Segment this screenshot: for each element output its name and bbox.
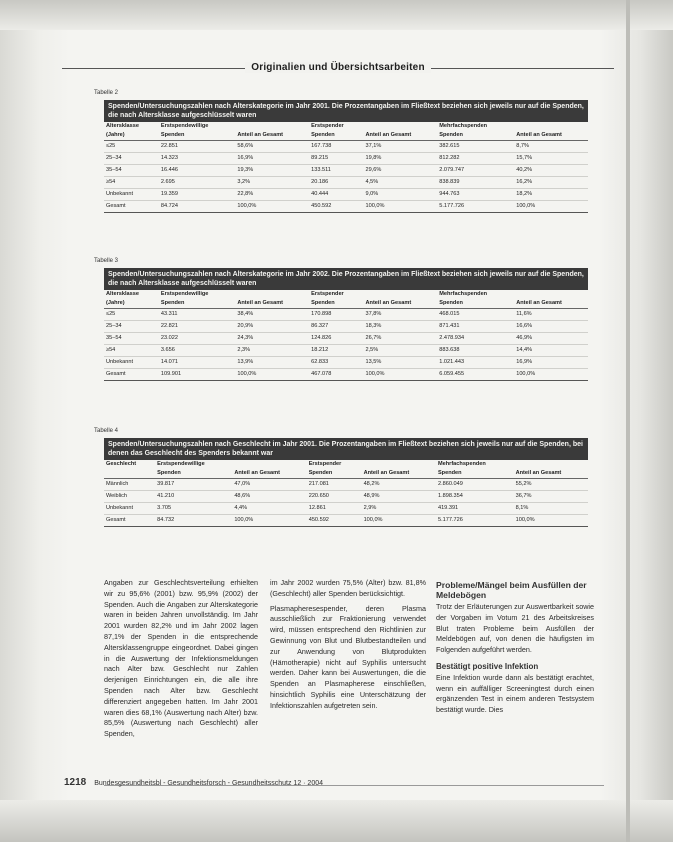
header-cell — [514, 460, 588, 469]
table-cell: Weiblich — [104, 491, 155, 503]
table-cell: 55,2% — [514, 479, 588, 491]
table-cell: 14.071 — [159, 357, 236, 369]
table-cell: 37,1% — [363, 141, 437, 153]
text-column-left — [104, 578, 258, 740]
table-cell: 100,0% — [362, 515, 436, 527]
table-row — [104, 141, 588, 153]
table-cell: 6.059.455 — [437, 369, 514, 381]
table-cell: 14,4% — [514, 345, 588, 357]
table-cell: 2.860.049 — [436, 479, 514, 491]
text-column-right — [436, 580, 594, 716]
header-cell: Anteil an Gesamt — [514, 299, 588, 309]
header-cell: (Jahre) — [104, 131, 159, 141]
table-cell: 36,7% — [514, 491, 588, 503]
table-cell: 41.210 — [155, 491, 232, 503]
table-cell: 100,0% — [363, 369, 437, 381]
table-cell: 109.901 — [159, 369, 236, 381]
header-cell: Spenden — [307, 469, 362, 479]
table-cell: 19,3% — [235, 165, 309, 177]
page-footer — [64, 777, 323, 788]
table-cell: 46,9% — [514, 333, 588, 345]
table-cell: 18,3% — [363, 321, 437, 333]
data-table — [104, 122, 588, 213]
table-total-row — [104, 369, 588, 381]
table-row — [104, 153, 588, 165]
table-cell: 38,4% — [235, 309, 309, 321]
table-caption: Spenden/Untersuchungszahlen nach Alterskategorie im Jahr 2002. Die Prozentangaben im Fließtext beziehen sich jeweils nur auf die Spenden, die nach Altersklasse aufgeschlüsselt waren — [104, 268, 588, 290]
header-cell: Erstspender — [311, 291, 344, 297]
header-cell — [514, 122, 588, 131]
table-cell: 20,9% — [235, 321, 309, 333]
table-cell: 35–54 — [104, 165, 159, 177]
table-cell: 43.311 — [159, 309, 236, 321]
data-table — [104, 460, 588, 527]
table-cell: 19,8% — [363, 153, 437, 165]
header-cell: Mehrfachspenden — [437, 461, 486, 467]
table-row — [104, 357, 588, 369]
table-cell: Männlich — [104, 479, 155, 491]
table-cell: 220.650 — [307, 491, 362, 503]
header-cell: Anteil an Gesamt — [235, 299, 309, 309]
header-cell: Spenden — [437, 299, 514, 309]
table-total-row — [104, 515, 588, 527]
table-cell: 13,9% — [235, 357, 309, 369]
table-cell: 4,5% — [363, 177, 437, 189]
journal-citation: Bundesgesundheitsbl - Gesundheitsforsch - Gesundheitsschutz 12 · 2004 — [94, 780, 324, 787]
header-cell: Spenden — [309, 299, 363, 309]
table-cell: 4,4% — [232, 503, 306, 515]
table-cell: ≥54 — [104, 345, 159, 357]
table-cell: 13,5% — [363, 357, 437, 369]
header-cell — [514, 290, 588, 299]
header-cell: Anteil an Gesamt — [235, 131, 309, 141]
header-cell: Spenden — [436, 469, 514, 479]
header-cell — [104, 469, 155, 479]
scan-shadow-top — [0, 0, 673, 30]
table-cell: 1.021.443 — [437, 357, 514, 369]
header-cell: Anteil an Gesamt — [363, 299, 437, 309]
table-cell: 2,9% — [362, 503, 436, 515]
header-cell: Mehrfachspenden — [439, 123, 488, 129]
table-cell: ≥54 — [104, 177, 159, 189]
table-cell: 12.861 — [307, 503, 362, 515]
table-cell: 86.327 — [309, 321, 363, 333]
table-cell: 133.511 — [309, 165, 363, 177]
table-cell: 883.638 — [437, 345, 514, 357]
table-row — [104, 321, 588, 333]
table-cell: 5.177.726 — [437, 201, 514, 213]
table-cell: 22.851 — [159, 141, 236, 153]
table-cell: 19.359 — [159, 189, 236, 201]
table-cell: 16,9% — [235, 153, 309, 165]
table-cell: 100,0% — [235, 201, 309, 213]
table-cell: 16,9% — [514, 357, 588, 369]
header-cell: Anteil an Gesamt — [514, 469, 588, 479]
table-subheader-row — [104, 299, 588, 309]
table-cell: 8,7% — [514, 141, 588, 153]
table-cell: 812.282 — [437, 153, 514, 165]
table-cell: 2.478.934 — [437, 333, 514, 345]
header-cell: Erstspendewillige — [157, 461, 205, 467]
body-paragraph: Eine Infektion wurde dann als bestätigt erachtet, wenn ein auffälliger Screeningtest durch einen ergänzenden Test in einem anderen Testsystem bestätigt wurde. Dies — [436, 672, 594, 715]
table-cell: 14.323 — [159, 153, 236, 165]
header-cell: (Jahre) — [104, 299, 159, 309]
header-cell: Altersklasse — [106, 123, 139, 129]
header-cell — [235, 122, 309, 131]
table-cell: 100,0% — [514, 515, 588, 527]
table-cell: 3,2% — [235, 177, 309, 189]
table-cell: 40.444 — [309, 189, 363, 201]
table-cell: 944.763 — [437, 189, 514, 201]
table-4-label: Tabelle 4 — [94, 428, 119, 434]
table-cell: 16,2% — [514, 177, 588, 189]
header-cell — [362, 460, 436, 469]
header-cell: Erstspendewillige — [160, 123, 209, 129]
table-4 — [104, 438, 588, 527]
table-cell: 37,8% — [363, 309, 437, 321]
table-2-label: Tabelle 2 — [94, 90, 119, 96]
table-cell: 100,0% — [232, 515, 306, 527]
table-cell: Unbekannt — [104, 189, 159, 201]
table-cell: 170.898 — [309, 309, 363, 321]
table-total-row — [104, 201, 588, 213]
table-cell: 3.705 — [155, 503, 232, 515]
page-number: 1218 — [64, 777, 87, 788]
table-row — [104, 189, 588, 201]
table-cell: Unbekannt — [104, 503, 155, 515]
table-row — [104, 479, 588, 491]
table-cell: 419.391 — [436, 503, 514, 515]
table-cell: 29,6% — [363, 165, 437, 177]
table-header-row — [104, 122, 588, 131]
scan-shadow-bottom — [0, 800, 673, 842]
table-subheader-row — [104, 469, 588, 479]
table-cell: 100,0% — [514, 369, 588, 381]
table-cell: Gesamt — [104, 201, 159, 213]
table-cell: 467.078 — [309, 369, 363, 381]
table-cell: 450.592 — [307, 515, 362, 527]
table-cell: 2,3% — [235, 345, 309, 357]
table-cell: 9,0% — [363, 189, 437, 201]
table-cell: 58,6% — [235, 141, 309, 153]
table-cell: 84.724 — [159, 201, 236, 213]
table-subheader-row — [104, 131, 588, 141]
header-cell: Spenden — [159, 131, 236, 141]
table-cell: 5.177.726 — [436, 515, 514, 527]
table-cell: 16,6% — [514, 321, 588, 333]
table-cell: 382.615 — [437, 141, 514, 153]
table-cell: 2,5% — [363, 345, 437, 357]
table-cell: ≤25 — [104, 309, 159, 321]
table-cell: Gesamt — [104, 369, 159, 381]
body-paragraph: im Jahr 2002 wurden 75,5% (Alter) bzw. 81,8% (Geschlecht) aller Spenden berücksichtigt. — [270, 578, 426, 598]
table-row — [104, 503, 588, 515]
table-cell: 450.592 — [309, 201, 363, 213]
table-cell: 100,0% — [514, 201, 588, 213]
table-cell: 2.079.747 — [437, 165, 514, 177]
table-3-label: Tabelle 3 — [94, 258, 119, 264]
table-cell: 39.817 — [155, 479, 232, 491]
header-cell: Spenden — [155, 469, 232, 479]
table-cell: Gesamt — [104, 515, 155, 527]
table-cell: 8,1% — [514, 503, 588, 515]
subsection-heading: Bestätigt positive Infektion — [436, 661, 539, 671]
table-cell: 18,2% — [514, 189, 588, 201]
table-cell: 25–34 — [104, 321, 159, 333]
header-cell: Erstspender — [311, 123, 344, 129]
table-cell: 40,2% — [514, 165, 588, 177]
table-cell: 11,6% — [514, 309, 588, 321]
table-header-row — [104, 460, 588, 469]
table-row — [104, 491, 588, 503]
table-2 — [104, 100, 588, 213]
table-cell: 22,8% — [235, 189, 309, 201]
table-cell: 871.431 — [437, 321, 514, 333]
table-cell: 24,3% — [235, 333, 309, 345]
header-cell: Erstspender — [308, 461, 342, 467]
table-cell: 2.695 — [159, 177, 236, 189]
table-cell: 124.826 — [309, 333, 363, 345]
header-cell: Mehrfachspenden — [439, 291, 488, 297]
table-cell: 18.212 — [309, 345, 363, 357]
table-cell: 35–54 — [104, 333, 159, 345]
section-heading: Probleme/Mängel beim Ausfüllen der Meldebögen — [436, 580, 587, 600]
table-cell: 48,2% — [362, 479, 436, 491]
table-cell: 26,7% — [363, 333, 437, 345]
data-table — [104, 290, 588, 381]
header-cell: Anteil an Gesamt — [232, 469, 306, 479]
header-cell: Altersklasse — [106, 291, 139, 297]
table-caption: Spenden/Untersuchungszahlen nach Geschlecht im Jahr 2001. Die Prozentangaben im Fließtext beziehen sich jeweils nur auf die Spenden, bei denen das Geschlecht des Spenders bekannt war — [104, 438, 588, 460]
table-cell: ≤25 — [104, 141, 159, 153]
table-cell: 468.015 — [437, 309, 514, 321]
table-cell: Unbekannt — [104, 357, 159, 369]
table-cell: 1.898.354 — [436, 491, 514, 503]
table-cell: 167.738 — [309, 141, 363, 153]
page-spine — [626, 0, 630, 842]
header-cell: Anteil an Gesamt — [362, 469, 436, 479]
header-cell — [235, 290, 309, 299]
table-cell: 22.821 — [159, 321, 236, 333]
body-paragraph: Trotz der Erläuterungen zur Auswertbarkeit sowie der Vorgaben im Votum 21 des Arbeitskreises Blut traten Probleme beim Ausfüllen der Meldebögen auf, von denen die häufigsten im Folgenden aufgeführt werden. — [436, 602, 594, 655]
table-cell: 47,0% — [232, 479, 306, 491]
table-cell: 838.839 — [437, 177, 514, 189]
table-3 — [104, 268, 588, 381]
table-cell: 100,0% — [235, 369, 309, 381]
header-cell — [363, 290, 437, 299]
header-cell: Erstspendewillige — [160, 291, 209, 297]
table-cell: 89.215 — [309, 153, 363, 165]
table-cell: 84.732 — [155, 515, 232, 527]
table-row — [104, 345, 588, 357]
table-cell: 20.186 — [309, 177, 363, 189]
table-row — [104, 177, 588, 189]
body-paragraph: Angaben zur Geschlechtsverteilung erhielten wir zu 95,6% (2001) bzw. 95,9% (2002) der Spenden. Auch die Angaben zur Alterskategorie waren in beiden Jahren unvollständig. Im Jahr 2001 wurden 82,2% und im Jahr 2002 lagen 87,1% der Spenden in die entsprechende Altersklassengruppe eingeordnet. Dabei gingen in die Auswertung der Infektionsmeldungen nach Alter bzw. Geschlecht nur Zahlen derjenigen Einrichtungen ein, die alle ihre Spenden nach Alter bzw. Geschlecht differenziert angegeben hatten. Im Jahr 2001 waren dies 68,1% (Auswertung nach Alter) bzw. 85,5% (Auswertung nach Geschlecht) aller Spenden, — [104, 578, 258, 739]
header-cell: Anteil an Gesamt — [514, 131, 588, 141]
table-caption: Spenden/Untersuchungszahlen nach Alterskategorie im Jahr 2001. Die Prozentangaben im Fließtext beziehen sich jeweils nur auf die Spenden, die nach Altersklasse aufgeschlüsselt waren — [104, 100, 588, 122]
table-row — [104, 309, 588, 321]
table-cell: 16.446 — [159, 165, 236, 177]
body-paragraph: Plasmapheresespender, deren Plasma ausschließlich zur Fraktionierung verwendet wird, müssen entsprechend den Richtlinien zur Gewinnung von Blut und Blutbestandteilen und zur Anwendung von Blutprodukten (Hämotherapie) nicht auf Syphilis untersucht werden. Daher kann bei Auswertungen, die die Spenden an Plasmapherese einschließen, hinsichtlich Syphilis eine Unterschätzung der Infektionszahlen aufgetreten sein. — [270, 603, 426, 710]
table-cell: 3.656 — [159, 345, 236, 357]
header-cell: Spenden — [159, 299, 236, 309]
section-header: Originalien und Übersichtsarbeiten — [62, 62, 614, 73]
header-cell — [232, 460, 306, 469]
table-cell: 23.022 — [159, 333, 236, 345]
header-cell: Anteil an Gesamt — [363, 131, 437, 141]
table-cell: 48,9% — [362, 491, 436, 503]
table-cell: 100,0% — [363, 201, 437, 213]
table-cell: 217.081 — [307, 479, 362, 491]
table-cell: 62.833 — [309, 357, 363, 369]
table-row — [104, 333, 588, 345]
header-cell: Geschlecht — [106, 461, 137, 467]
table-cell: 48,6% — [232, 491, 306, 503]
table-header-row — [104, 290, 588, 299]
table-cell: 25–34 — [104, 153, 159, 165]
header-cell: Spenden — [437, 131, 514, 141]
text-column-middle — [270, 578, 426, 712]
table-row — [104, 165, 588, 177]
table-cell: 15,7% — [514, 153, 588, 165]
header-cell: Spenden — [309, 131, 363, 141]
header-cell — [363, 122, 437, 131]
